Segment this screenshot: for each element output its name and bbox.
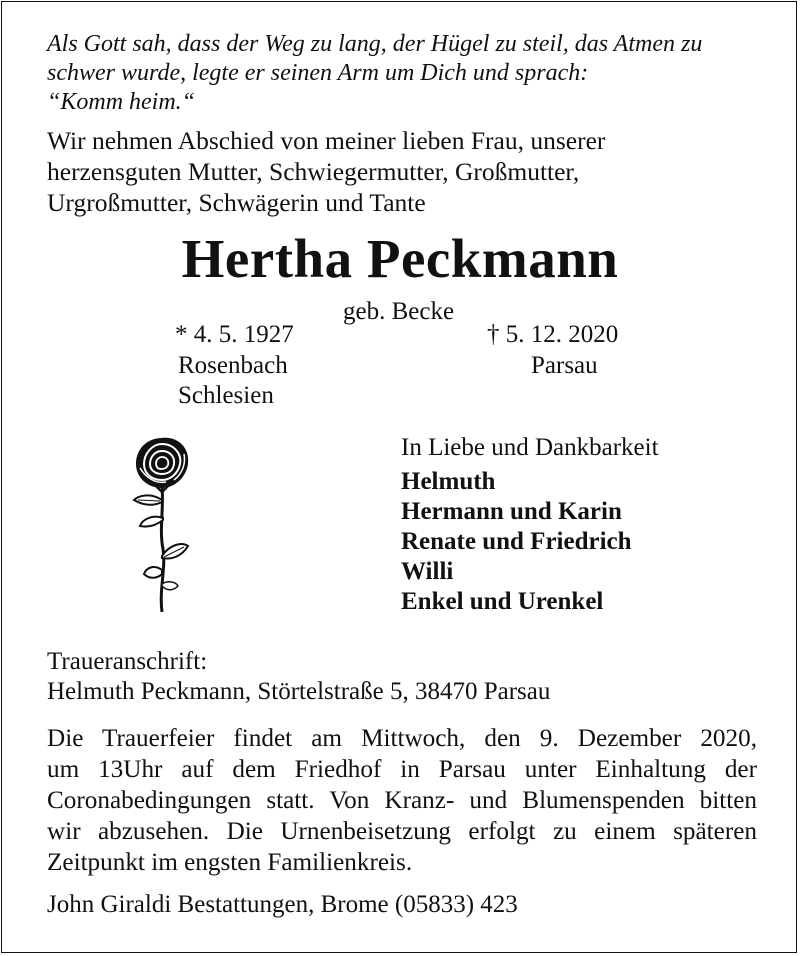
notice-line: um 13Uhr auf dem Friedhof in Parsau unter Einhaltung der <box>47 756 757 783</box>
birth-region: Schlesien <box>178 382 274 409</box>
rose-icon <box>126 434 198 614</box>
intro-line: herzensguten Mutter, Schwiegermutter, Großmutter, <box>47 157 580 186</box>
family-member: Willi <box>401 558 454 585</box>
quote-line: Als Gott sah, dass der Weg zu lang, der Hügel zu steil, das Atmen zu <box>47 31 703 57</box>
notice-line: Zeitpunkt im engsten Familienkreis. <box>47 849 413 876</box>
family-member: Helmuth <box>401 468 496 495</box>
address-value: Helmuth Peckmann, Störtelstraße 5, 38470 Parsau <box>47 678 551 705</box>
deceased-name: Hertha Peckmann <box>181 228 619 289</box>
funeral-notice <box>47 723 757 878</box>
birth-date: * 4. 5. 1927 <box>175 321 294 348</box>
farewell-intro <box>47 125 605 218</box>
notice-line: Die Trauerfeier findet am Mittwoch, den 9. Dezember 2020, <box>47 725 757 752</box>
family-greeting: In Liebe und Dankbarkeit <box>401 434 659 461</box>
address-label: Traueranschrift: <box>47 648 208 675</box>
death-place: Parsau <box>531 352 598 379</box>
birth-place: Rosenbach <box>178 352 288 379</box>
intro-line: Urgroßmutter, Schwägerin und Tante <box>47 188 426 217</box>
notice-line: Coronabedingungen statt. Von Kranz- und Blumenspenden bitten <box>47 787 757 814</box>
notice-line: wir abzusehen. Die Urnenbeisetzung erfolgt zu einem späteren <box>47 818 757 845</box>
maiden-name: geb. Becke <box>343 298 455 325</box>
mourning-address <box>47 647 550 707</box>
family-member: Hermann und Karin <box>401 498 622 525</box>
death-date: † 5. 12. 2020 <box>487 321 619 348</box>
quote-line: “Komm heim.“ <box>47 89 196 115</box>
quote-line: schwer wurde, legte er seinen Arm um Dich und sprach: <box>47 60 589 86</box>
intro-line: Wir nehmen Abschied von meiner lieben Frau, unserer <box>47 126 606 155</box>
opening-quote <box>47 30 702 117</box>
family-signature <box>401 432 659 617</box>
family-member: Renate und Friedrich <box>401 528 632 555</box>
family-member: Enkel und Urenkel <box>401 588 604 615</box>
undertaker-contact: John Giraldi Bestattungen, Brome (05833) 423 <box>47 891 518 918</box>
